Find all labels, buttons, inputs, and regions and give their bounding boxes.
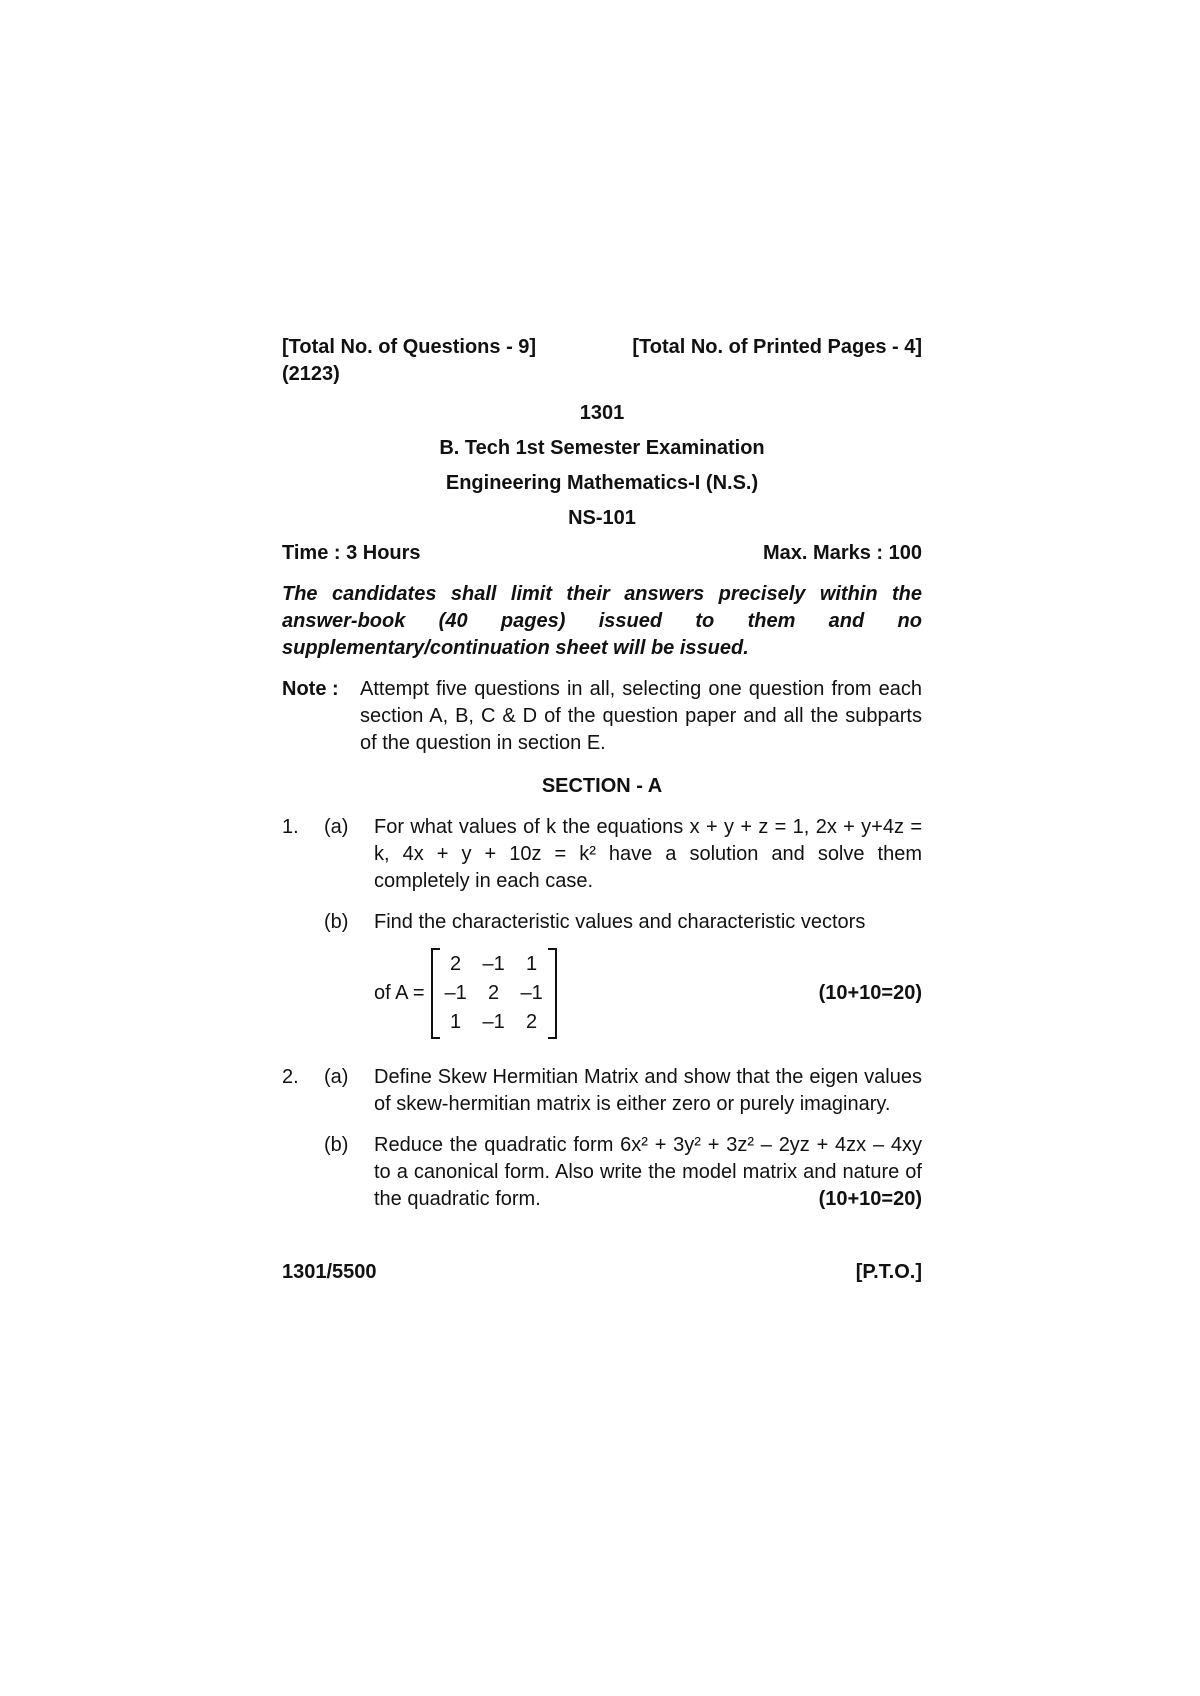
matrix-cell: –1 (482, 952, 505, 975)
paper-number: 1301 (579, 402, 625, 424)
exam-page (282, 334, 922, 1286)
question-number: 2. (282, 1066, 299, 1088)
max-marks: Max. Marks : 100 (763, 542, 922, 564)
exam-title: B. Tech 1st Semester Examination (439, 437, 765, 459)
section-title: SECTION - A (541, 775, 663, 797)
matrix-cell: 1 (450, 1010, 462, 1033)
subject-title: Engineering Mathematics-I (N.S.) (445, 472, 759, 494)
question-1b (282, 909, 922, 936)
part-label: (b) (324, 1134, 349, 1156)
question-2b (282, 1132, 922, 1213)
question-text: Reduce the quadratic form 6x² + 3y² + 3z² – 2yz + 4zx – 4xy to a canonical form. Also write the model matrix and nature of the quadratic form. (374, 1134, 922, 1210)
question-text: Find the characteristic values and characteristic vectors (374, 911, 866, 933)
note-label: Note : (282, 678, 339, 700)
pto-label: [P.T.O.] (855, 1261, 922, 1283)
footer-row (282, 1259, 922, 1286)
total-questions: [Total No. of Questions - 9] (282, 336, 537, 358)
question-text: Define Skew Hermitian Matrix and show that the eigen values of skew-hermitian matrix is either zero or purely imaginary. (374, 1066, 922, 1115)
time-limit: Time : 3 Hours (282, 542, 421, 564)
matrix-row (282, 948, 922, 1038)
matrix-cell: 2 (526, 1010, 538, 1033)
course-code: NS-101 (568, 507, 636, 529)
part-label: (b) (324, 911, 349, 933)
matrix-cell: 2 (450, 952, 462, 975)
note (282, 676, 922, 757)
matrix-label: of A = (374, 981, 425, 1004)
part-label: (a) (324, 1066, 349, 1088)
instruction: The candidates shall limit their answers precisely within the answer-book (40 pages) issued to them and no supplementary/continuation sheet will be issued. (282, 583, 922, 659)
question-marks: (10+10=20) (818, 981, 922, 1004)
question-number: 1. (282, 816, 299, 838)
footer-code: 1301/5500 (282, 1261, 377, 1283)
matrix-cell: –1 (482, 1010, 505, 1033)
question-marks: (10+10=20) (818, 1188, 922, 1210)
matrix-a (431, 948, 557, 1039)
matrix-cell: 1 (526, 952, 538, 975)
matrix-cell: –1 (520, 981, 543, 1004)
question-2a (282, 1064, 922, 1118)
question-1a (282, 814, 922, 895)
matrix-cell: 2 (488, 981, 500, 1004)
part-label: (a) (324, 816, 349, 838)
meta-row (282, 540, 922, 567)
header-row (282, 334, 922, 361)
matrix-cell: –1 (444, 981, 467, 1004)
paper-code: (2123) (282, 363, 340, 385)
total-pages: [Total No. of Printed Pages - 4] (632, 336, 922, 358)
question-text: For what values of k the equations x + y + z = 1, 2x + y+4z = k, 4x + y + 10z = k² have a solution and solve them completely in each case. (374, 816, 922, 892)
note-text: Attempt five questions in all, selecting one question from each section A, B, C & D of the question paper and all the subparts of the question in section E. (360, 678, 922, 754)
